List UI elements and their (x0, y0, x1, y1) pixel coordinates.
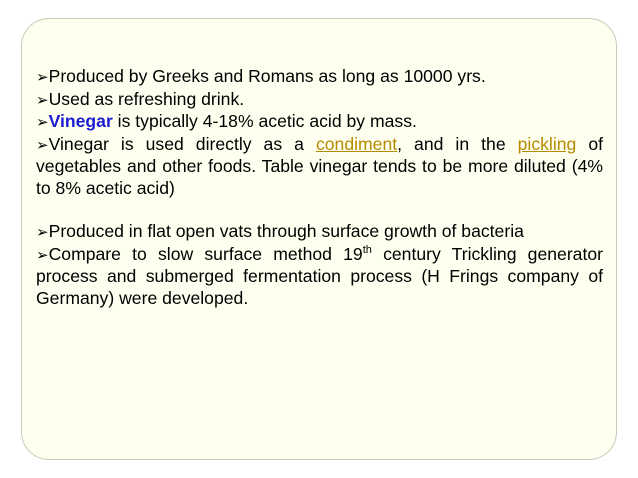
bullet-text: Compare to slow surface method 19 (48, 243, 363, 264)
bullet-item-6 (36, 244, 603, 310)
arrow-bullet-icon: ➢ (36, 224, 49, 242)
bullet-item-1 (36, 66, 603, 89)
keyword-vinegar: Vinegar (48, 111, 113, 132)
bullet-text: Produced by Greeks and Romans as long as 10000 yrs. (48, 66, 486, 86)
arrow-bullet-icon: ➢ (36, 246, 49, 264)
bullet-text: , and in the (397, 133, 518, 154)
bullet-item-5 (36, 221, 603, 244)
arrow-bullet-icon: ➢ (36, 114, 49, 132)
arrow-bullet-icon: ➢ (36, 69, 49, 86)
bullet-item-2 (36, 89, 603, 112)
link-pickling[interactable]: pickling (517, 133, 577, 154)
bullet-text: Vinegar is used directly as a (48, 133, 316, 154)
bullet-text: Used as refreshing drink. (48, 88, 245, 109)
arrow-bullet-icon: ➢ (36, 91, 49, 109)
arrow-bullet-icon: ➢ (36, 136, 49, 154)
link-condiment[interactable]: condiment (315, 133, 398, 154)
spacer (36, 200, 603, 222)
superscript-th: th (362, 243, 372, 256)
bullet-text: Produced in flat open vats through surface growth of bacteria (48, 221, 524, 242)
bullet-item-4 (36, 134, 603, 200)
bullet-list (36, 66, 603, 310)
bullet-text: of vegetables and other foods. Table vinegar tends to be more diluted (4% to 8% acetic acid) (36, 133, 604, 198)
bullet-text: is typically 4-18% acetic acid by mass. (112, 111, 417, 132)
bullet-text: century Trickling generator process and submerged fermentation process (H Frings company of Germany) were developed. (36, 243, 603, 308)
bullet-item-3 (36, 111, 603, 134)
